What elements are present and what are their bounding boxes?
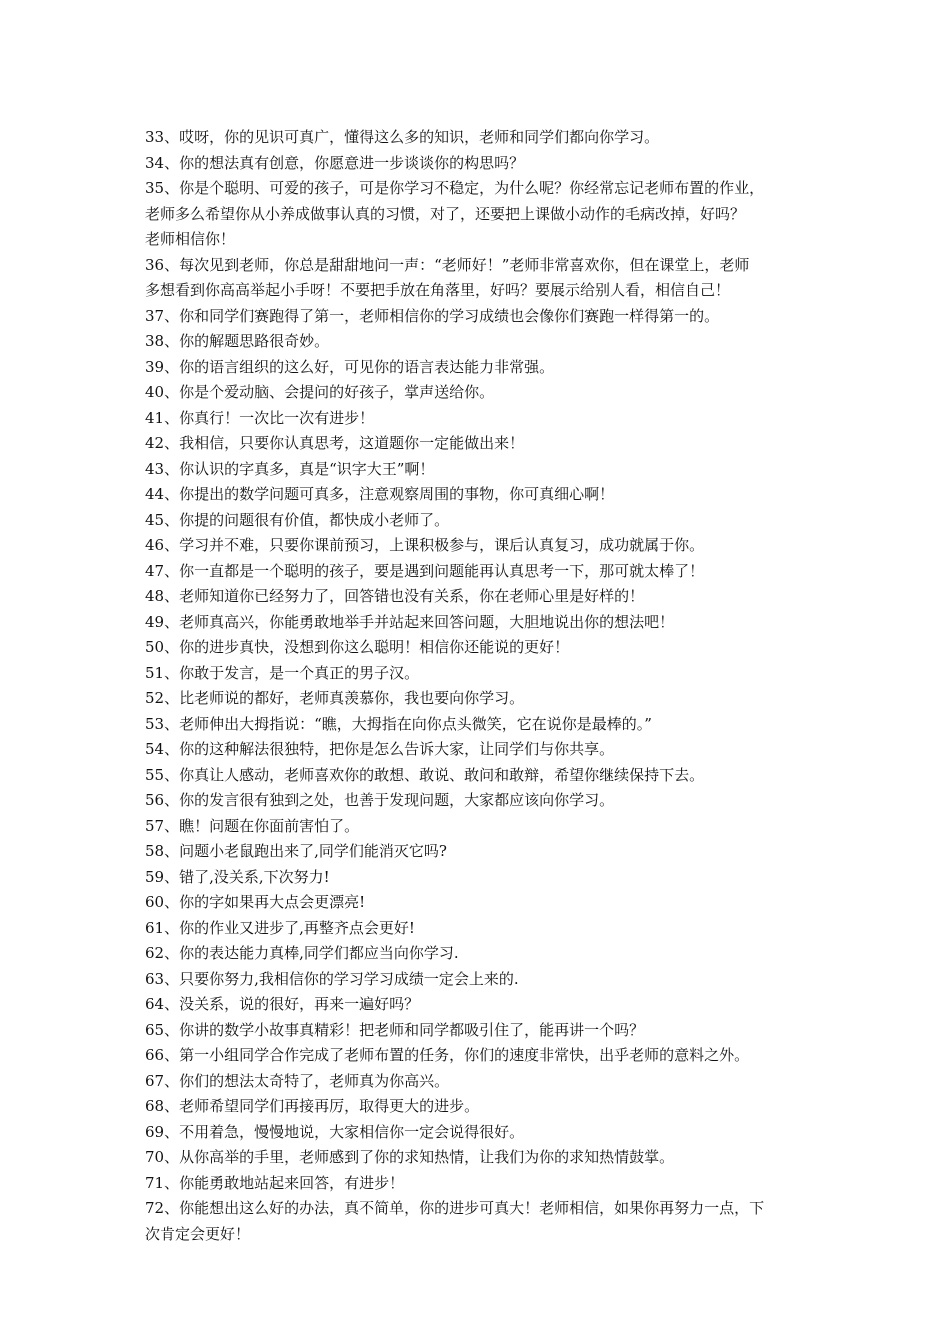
- text-line: 54、你的这种解法很独特，把你是怎么告诉大家，让同学们与你共享。: [145, 740, 615, 758]
- text-line: 46、学习并不难，只要你课前预习，上课积极参与，课后认真复习，成功就属于你。: [145, 536, 705, 554]
- text-line: 次肯定会更好！: [145, 1224, 251, 1243]
- text-line: 38、你的解题思路很奇妙。: [145, 332, 330, 350]
- text-line: 48、老师知道你已经努力了，回答错也没有关系，你在老师心里是好样的！: [145, 587, 645, 605]
- text-line: 72、你能想出这么好的办法，真不简单，你的进步可真大！老师相信，如果你再努力一点，下: [145, 1199, 765, 1217]
- text-line: 40、你是个爱动脑、会提问的好孩子，掌声送给你。: [145, 383, 495, 401]
- text-line: 39、你的语言组织的这么好，可见你的语言表达能力非常强。: [145, 357, 555, 376]
- text-line: 57、瞧！问题在你面前害怕了。: [145, 816, 360, 835]
- text-line: 47、你一直都是一个聪明的孩子，要是遇到问题能再认真思考一下，那可就太棒了！: [145, 561, 705, 580]
- text-line: 55、你真让人感动，老师喜欢你的敢想、敢说、敢问和敢辩，希望你继续保持下去。: [145, 765, 705, 784]
- text-line: 44、你提出的数学问题可真多，注意观察周围的事物，你可真细心啊！: [145, 485, 615, 503]
- text-line: 37、你和同学们赛跑得了第一，老师相信你的学习成绩也会像你们赛跑一样得第一的。: [145, 306, 720, 325]
- text-line: 71、你能勇敢地站起来回答，有进步！: [145, 1173, 405, 1192]
- text-line: 56、你的发言很有独到之处，也善于发现问题，大家都应该向你学习。: [145, 791, 615, 809]
- text-line: 61、你的作业又进步了,再整齐点会更好!: [145, 918, 415, 937]
- text-line: 70、从你高举的手里，老师感到了你的求知热情，让我们为你的求知热情鼓掌。: [145, 1148, 675, 1166]
- text-line: 65、你讲的数学小故事真精彩！把老师和同学都吸引住了，能再讲一个吗？: [145, 1020, 645, 1039]
- text-line: 41、你真行！一次比一次有进步！: [145, 408, 375, 427]
- text-line: 43、你认识的字真多，真是“识字大王”啊！: [145, 459, 435, 478]
- text-line: 50、你的进步真快，没想到你这么聪明！相信你还能说的更好！: [145, 638, 570, 656]
- text-line: 老师多么希望你从小养成做事认真的习惯，对了，还要把上课做小动作的毛病改掉，好吗？: [145, 204, 746, 223]
- text-line: 67、你们的想法太奇特了，老师真为你高兴。: [145, 1071, 450, 1090]
- text-line: 老师相信你！: [145, 230, 236, 248]
- text-line: 52、比老师说的都好，老师真羡慕你，我也要向你学习。: [145, 689, 525, 707]
- text-line: 36、每次见到老师，你总是甜甜地问一声：“老师好！”老师非常喜欢你，但在课堂上，老师: [145, 255, 750, 274]
- text-line: 68、老师希望同学们再接再厉，取得更大的进步。: [145, 1097, 480, 1115]
- text-line: 34、你的想法真有创意，你愿意进一步谈谈你的构思吗？: [145, 153, 525, 172]
- text-line: 35、你是个聪明、可爱的孩子，可是你学习不稳定，为什么呢？你经常忘记老师布置的作业，: [145, 179, 765, 197]
- text-line: 69、不用着急，慢慢地说，大家相信你一定会说得很好。: [145, 1122, 525, 1141]
- text-line: 51、你敢于发言，是一个真正的男子汉。: [145, 663, 420, 682]
- text-line: 53、老师伸出大拇指说：“瞧，大拇指在向你点头微笑，它在说你是最棒的。”: [145, 714, 652, 733]
- text-line: 42、我相信，只要你认真思考，这道题你一定能做出来！: [145, 434, 525, 452]
- text-line: 63、只要你努力,我相信你的学习学习成绩一定会上来的.: [145, 969, 519, 988]
- text-line: 59、错了,没关系,下次努力!: [145, 867, 330, 886]
- text-line: 64、没关系，说的很好，再来一遍好吗？: [145, 995, 420, 1013]
- text-line: 66、第一小组同学合作完成了老师布置的任务，你们的速度非常快，出乎老师的意料之外。: [145, 1046, 750, 1064]
- text-line: 58、问题小老鼠跑出来了,同学们能消灭它吗?: [145, 842, 447, 860]
- text-line: 多想看到你高高举起小手呀！不要把手放在角落里，好吗？要展示给别人看，相信自己！: [145, 281, 731, 299]
- text-line: 49、老师真高兴，你能勇敢地举手并站起来回答问题，大胆地说出你的想法吧！: [145, 612, 675, 631]
- text-line: 60、你的字如果再大点会更漂亮!: [145, 893, 366, 911]
- text-line: 62、你的表达能力真棒,同学们都应当向你学习.: [145, 944, 459, 962]
- text-line: 33、哎呀，你的见识可真广，懂得这么多的知识，老师和同学们都向你学习。: [145, 128, 660, 146]
- text-line: 45、你提的问题很有价值，都快成小老师了。: [145, 510, 450, 529]
- text-body: [145, 125, 817, 1247]
